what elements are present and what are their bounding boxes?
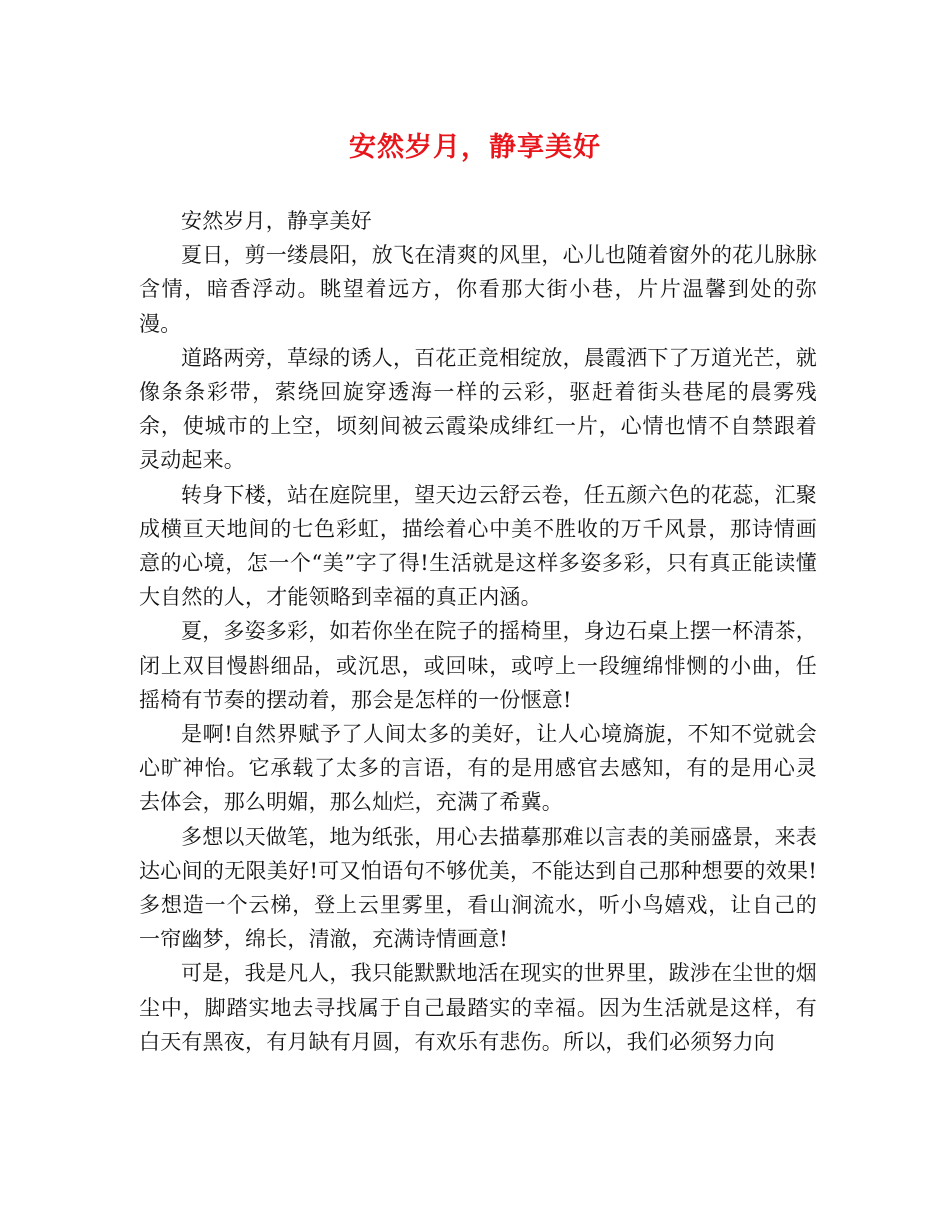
- paragraph: 转身下楼，站在庭院里，望天边云舒云卷，任五颜六色的花蕊，汇聚成横亘天地间的七色彩虹，描绘着心中美不胜收的万千风景，那诗情画意的心境，怎一个“美”字了得!生活就是这样多姿多彩，只有真正能读懂大自然的人，才能领略到幸福的真正内涵。: [139, 482, 817, 610]
- paragraph: 是啊!自然界赋予了人间太多的美好，让人心境旖旎，不知不觉就会心旷神怡。它承载了太多的言语，有的是用感官去感知，有的是用心灵去体会，那么明媚，那么灿烂，充满了希冀。: [139, 722, 817, 815]
- paragraph: 可是，我是凡人，我只能默默地活在现实的世界里，跋涉在尘世的烟尘中，脚踏实地去寻找属于自己最踏实的幸福。因为生活就是这样，有白天有黑夜，有月缺有月圆，有欢乐有悲伤。所以，我们必须努力向: [139, 961, 817, 1054]
- document-body: [139, 204, 817, 1059]
- paragraph: 夏日，剪一缕晨阳，放飞在清爽的风里，心儿也随着窗外的花儿脉脉含情，暗香浮动。眺望着远方，你看那大街小巷，片片温馨到处的弥漫。: [139, 243, 817, 336]
- paragraph: 安然岁月，静享美好: [181, 209, 372, 233]
- paragraph: 道路两旁，草绿的诱人，百花正竞相绽放，晨霞洒下了万道光芒，就像条条彩带，萦绕回旋穿透海一样的云彩，驱赶着街头巷尾的晨雾残余，使城市的上空，顷刻间被云霞染成绯红一片，心情也情不自禁跟着灵动起来。: [139, 345, 817, 473]
- paragraph: 多想以天做笔，地为纸张，用心去描摹那难以言表的美丽盛景，来表达心间的无限美好!可又怕语句不够优美，不能达到自己那种想要的效果!多想造一个云梯，登上云里雾里，看山涧流水，听小鸟嬉戏，让自己的一帘幽梦，绵长，清澈，充满诗情画意!: [139, 824, 817, 952]
- document-title: 安然岁月，静享美好: [349, 132, 601, 163]
- paragraph: 夏，多姿多彩，如若你坐在院子的摇椅里，身边石桌上摆一杯清茶，闭上双目慢斟细品，或沉思，或回味，或哼上一段缠绵悱恻的小曲，任摇椅有节奏的摆动着，那会是怎样的一份惬意!: [139, 619, 817, 712]
